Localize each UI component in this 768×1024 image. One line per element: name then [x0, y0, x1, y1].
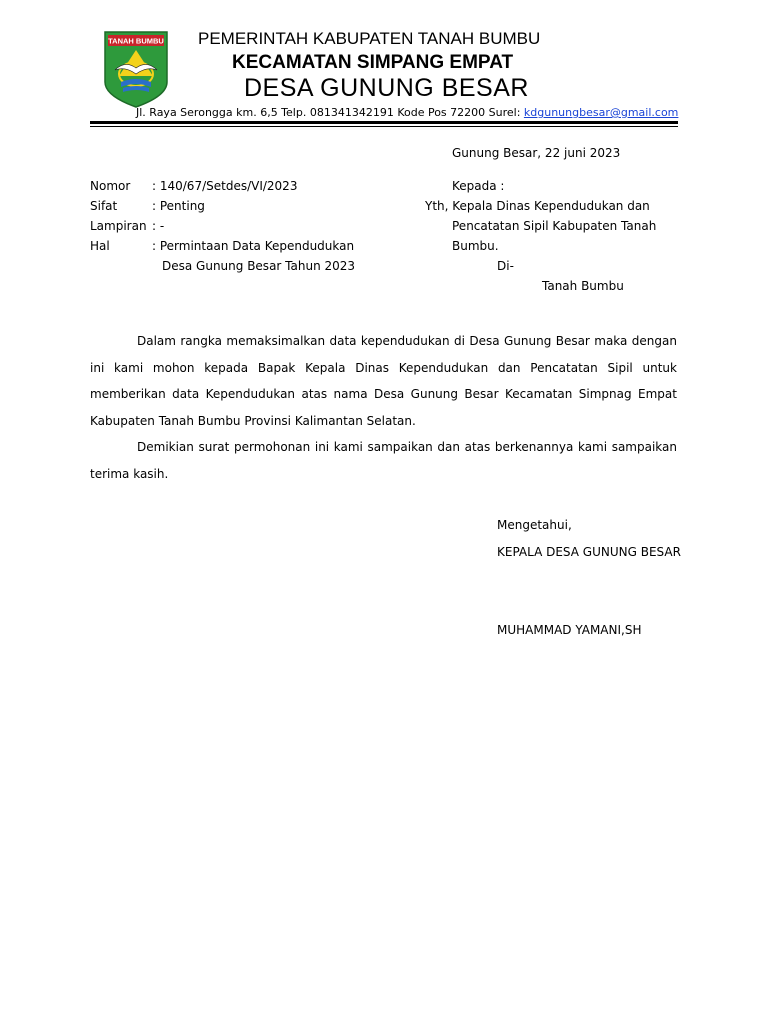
signature-acknowledge: Mengetahui, — [497, 518, 572, 532]
meta-value-lampiran: : - — [152, 219, 165, 233]
meta-label-sifat: Sifat — [90, 199, 118, 213]
date-line: Gunung Besar, 22 juni 2023 — [452, 146, 621, 160]
letterhead-address — [136, 106, 678, 119]
letterhead-line-2: KECAMATAN SIMPANG EMPAT — [232, 52, 514, 73]
letterhead-line-1: PEMERINTAH KABUPATEN TANAH BUMBU — [198, 29, 541, 48]
recipient-line-2: Pencatatan Sipil Kabupaten Tanah — [452, 219, 657, 233]
body-paragraph-2: Demikian surat permohonan ini kami sampaikan dan atas berkenannya kami sampaikan terima kasih. — [90, 440, 677, 481]
meta-label-hal: Hal — [90, 239, 110, 253]
header-rule-thick — [90, 121, 678, 124]
recipient-line-3: Bumbu. — [452, 239, 499, 253]
signature-name: MUHAMMAD YAMANI,SH — [497, 623, 642, 637]
recipient-place: Tanah Bumbu — [542, 279, 624, 293]
header-rule-thin — [90, 126, 678, 127]
body-paragraph-1: Dalam rangka memaksimalkan data kependudukan di Desa Gunung Besar maka dengan ini kami mohon kepada Bapak Kepala Dinas Kependudukan dan Pencatatan Sipil untuk memberikan data Kependudukan atas nama Desa Gunung Besar Kecamatan Simpnag Empat Kabupaten Tanah Bumbu Provinsi Kalimantan Selatan. — [90, 334, 677, 428]
letterhead-line-3: DESA GUNUNG BESAR — [244, 74, 529, 102]
recipient-kepada: Kepada : — [452, 179, 505, 193]
logo-label: TANAH BUMBU — [108, 36, 164, 46]
meta-label-nomor: Nomor — [90, 179, 131, 193]
recipient-line-1: Yth, Kepala Dinas Kependudukan dan — [425, 199, 650, 213]
meta-value-sifat: : Penting — [152, 199, 205, 213]
meta-value-nomor: : 140/67/Setdes/VI/2023 — [152, 179, 298, 193]
tanah-bumbu-emblem — [103, 30, 169, 108]
recipient-di: Di- — [497, 259, 514, 273]
email-link[interactable]: kdgunungbesar@gmail.com — [523, 106, 679, 119]
meta-label-lampiran: Lampiran — [90, 219, 147, 233]
meta-value-hal-cont: Desa Gunung Besar Tahun 2023 — [162, 259, 356, 273]
meta-value-hal: : Permintaan Data Kependudukan — [152, 239, 355, 253]
signature-title: KEPALA DESA GUNUNG BESAR — [497, 545, 681, 559]
address-text: Jl. Raya Serongga km. 6,5 Telp. 081341342191 Kode Pos 72200 Surel: — [136, 106, 524, 119]
